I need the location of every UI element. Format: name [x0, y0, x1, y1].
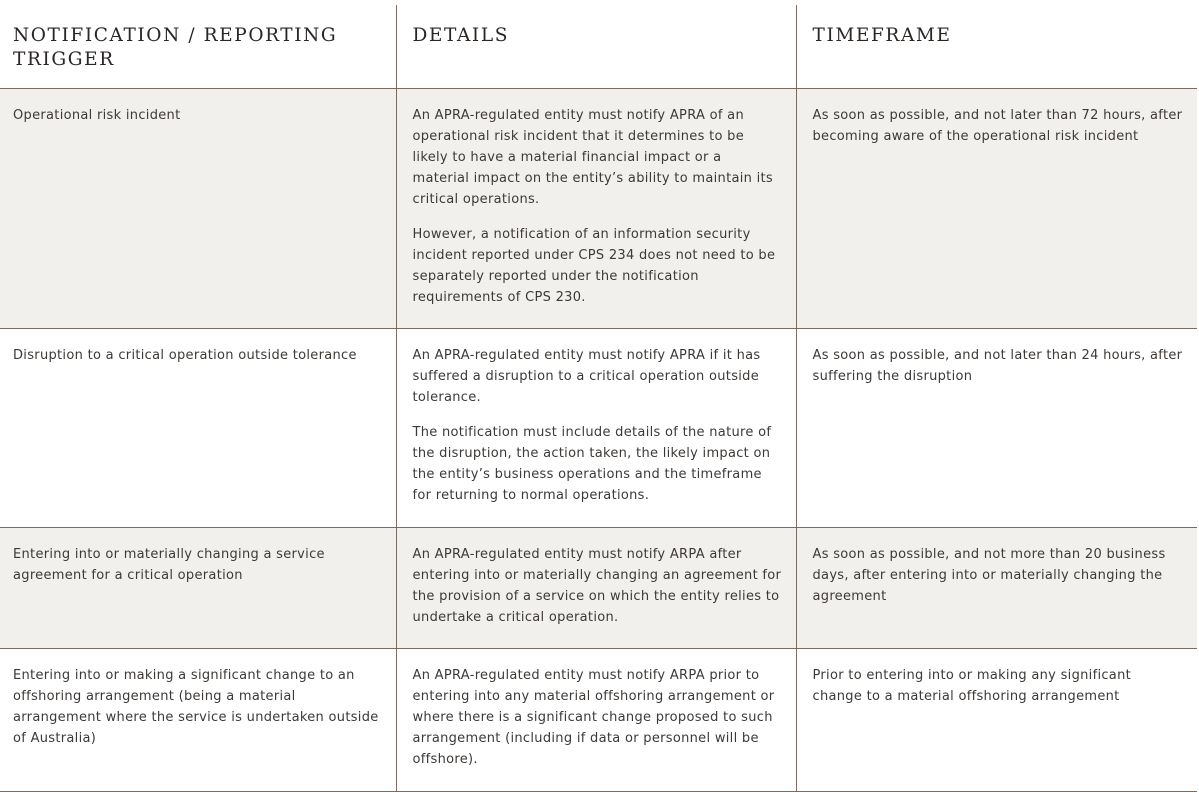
details-paragraph: An APRA-regulated entity must notify ARPA after entering into or materially changing an agreement for the provision of a service on which the entity relies to undertake a critical operation.: [412, 547, 782, 625]
notification-requirements-table: [0, 5, 1197, 792]
trigger-cell: Operational risk incident: [0, 89, 396, 329]
details-paragraph: An APRA-regulated entity must notify ARPA prior to entering into any material offshoring arrangement or where there is a significant change proposed to such arrangement (including if data or personnel will be offshore).: [412, 668, 775, 767]
timeframe-cell: As soon as possible, and not later than 72 hours, after becoming aware of the operational risk incident: [796, 89, 1197, 329]
details-cell: [396, 528, 796, 649]
timeframe-cell: As soon as possible, and not more than 20 business days, after entering into or materially changing the agreement: [796, 528, 1197, 649]
timeframe-cell: Prior to entering into or making any significant change to a material offshoring arrangement: [796, 649, 1197, 792]
header-timeframe: TIMEFRAME: [796, 5, 1197, 89]
details-cell: [396, 89, 796, 329]
table-header-row: [0, 5, 1197, 89]
details-cell: [396, 649, 796, 792]
table-row: [0, 89, 1197, 329]
table-row: [0, 528, 1197, 649]
details-paragraph: The notification must include details of the nature of the disruption, the action taken, the likely impact on the entity’s business operations and the timeframe for returning to normal operations.: [412, 425, 772, 503]
trigger-cell: Entering into or materially changing a service agreement for a critical operation: [0, 528, 396, 649]
table-row: [0, 649, 1197, 792]
details-cell: [396, 329, 796, 528]
timeframe-cell: As soon as possible, and not later than 24 hours, after suffering the disruption: [796, 329, 1197, 528]
trigger-cell: Entering into or making a significant change to an offshoring arrangement (being a material arrangement where the service is undertaken outside of Australia): [0, 649, 396, 792]
details-paragraph: An APRA-regulated entity must notify APRA of an operational risk incident that it determines to be likely to have a material financial impact or a material impact on the entity’s ability to maintain its critical operations.: [412, 108, 773, 207]
header-trigger: NOTIFICATION / REPORTING TRIGGER: [0, 5, 396, 89]
table-row: [0, 329, 1197, 528]
details-paragraph: However, a notification of an information security incident reported under CPS 234 does not need to be separately reported under the notification requirements of CPS 230.: [412, 227, 776, 305]
header-details: DETAILS: [396, 5, 796, 89]
details-paragraph: An APRA-regulated entity must notify APRA if it has suffered a disruption to a critical operation outside tolerance.: [412, 348, 761, 405]
trigger-cell: Disruption to a critical operation outside tolerance: [0, 329, 396, 528]
